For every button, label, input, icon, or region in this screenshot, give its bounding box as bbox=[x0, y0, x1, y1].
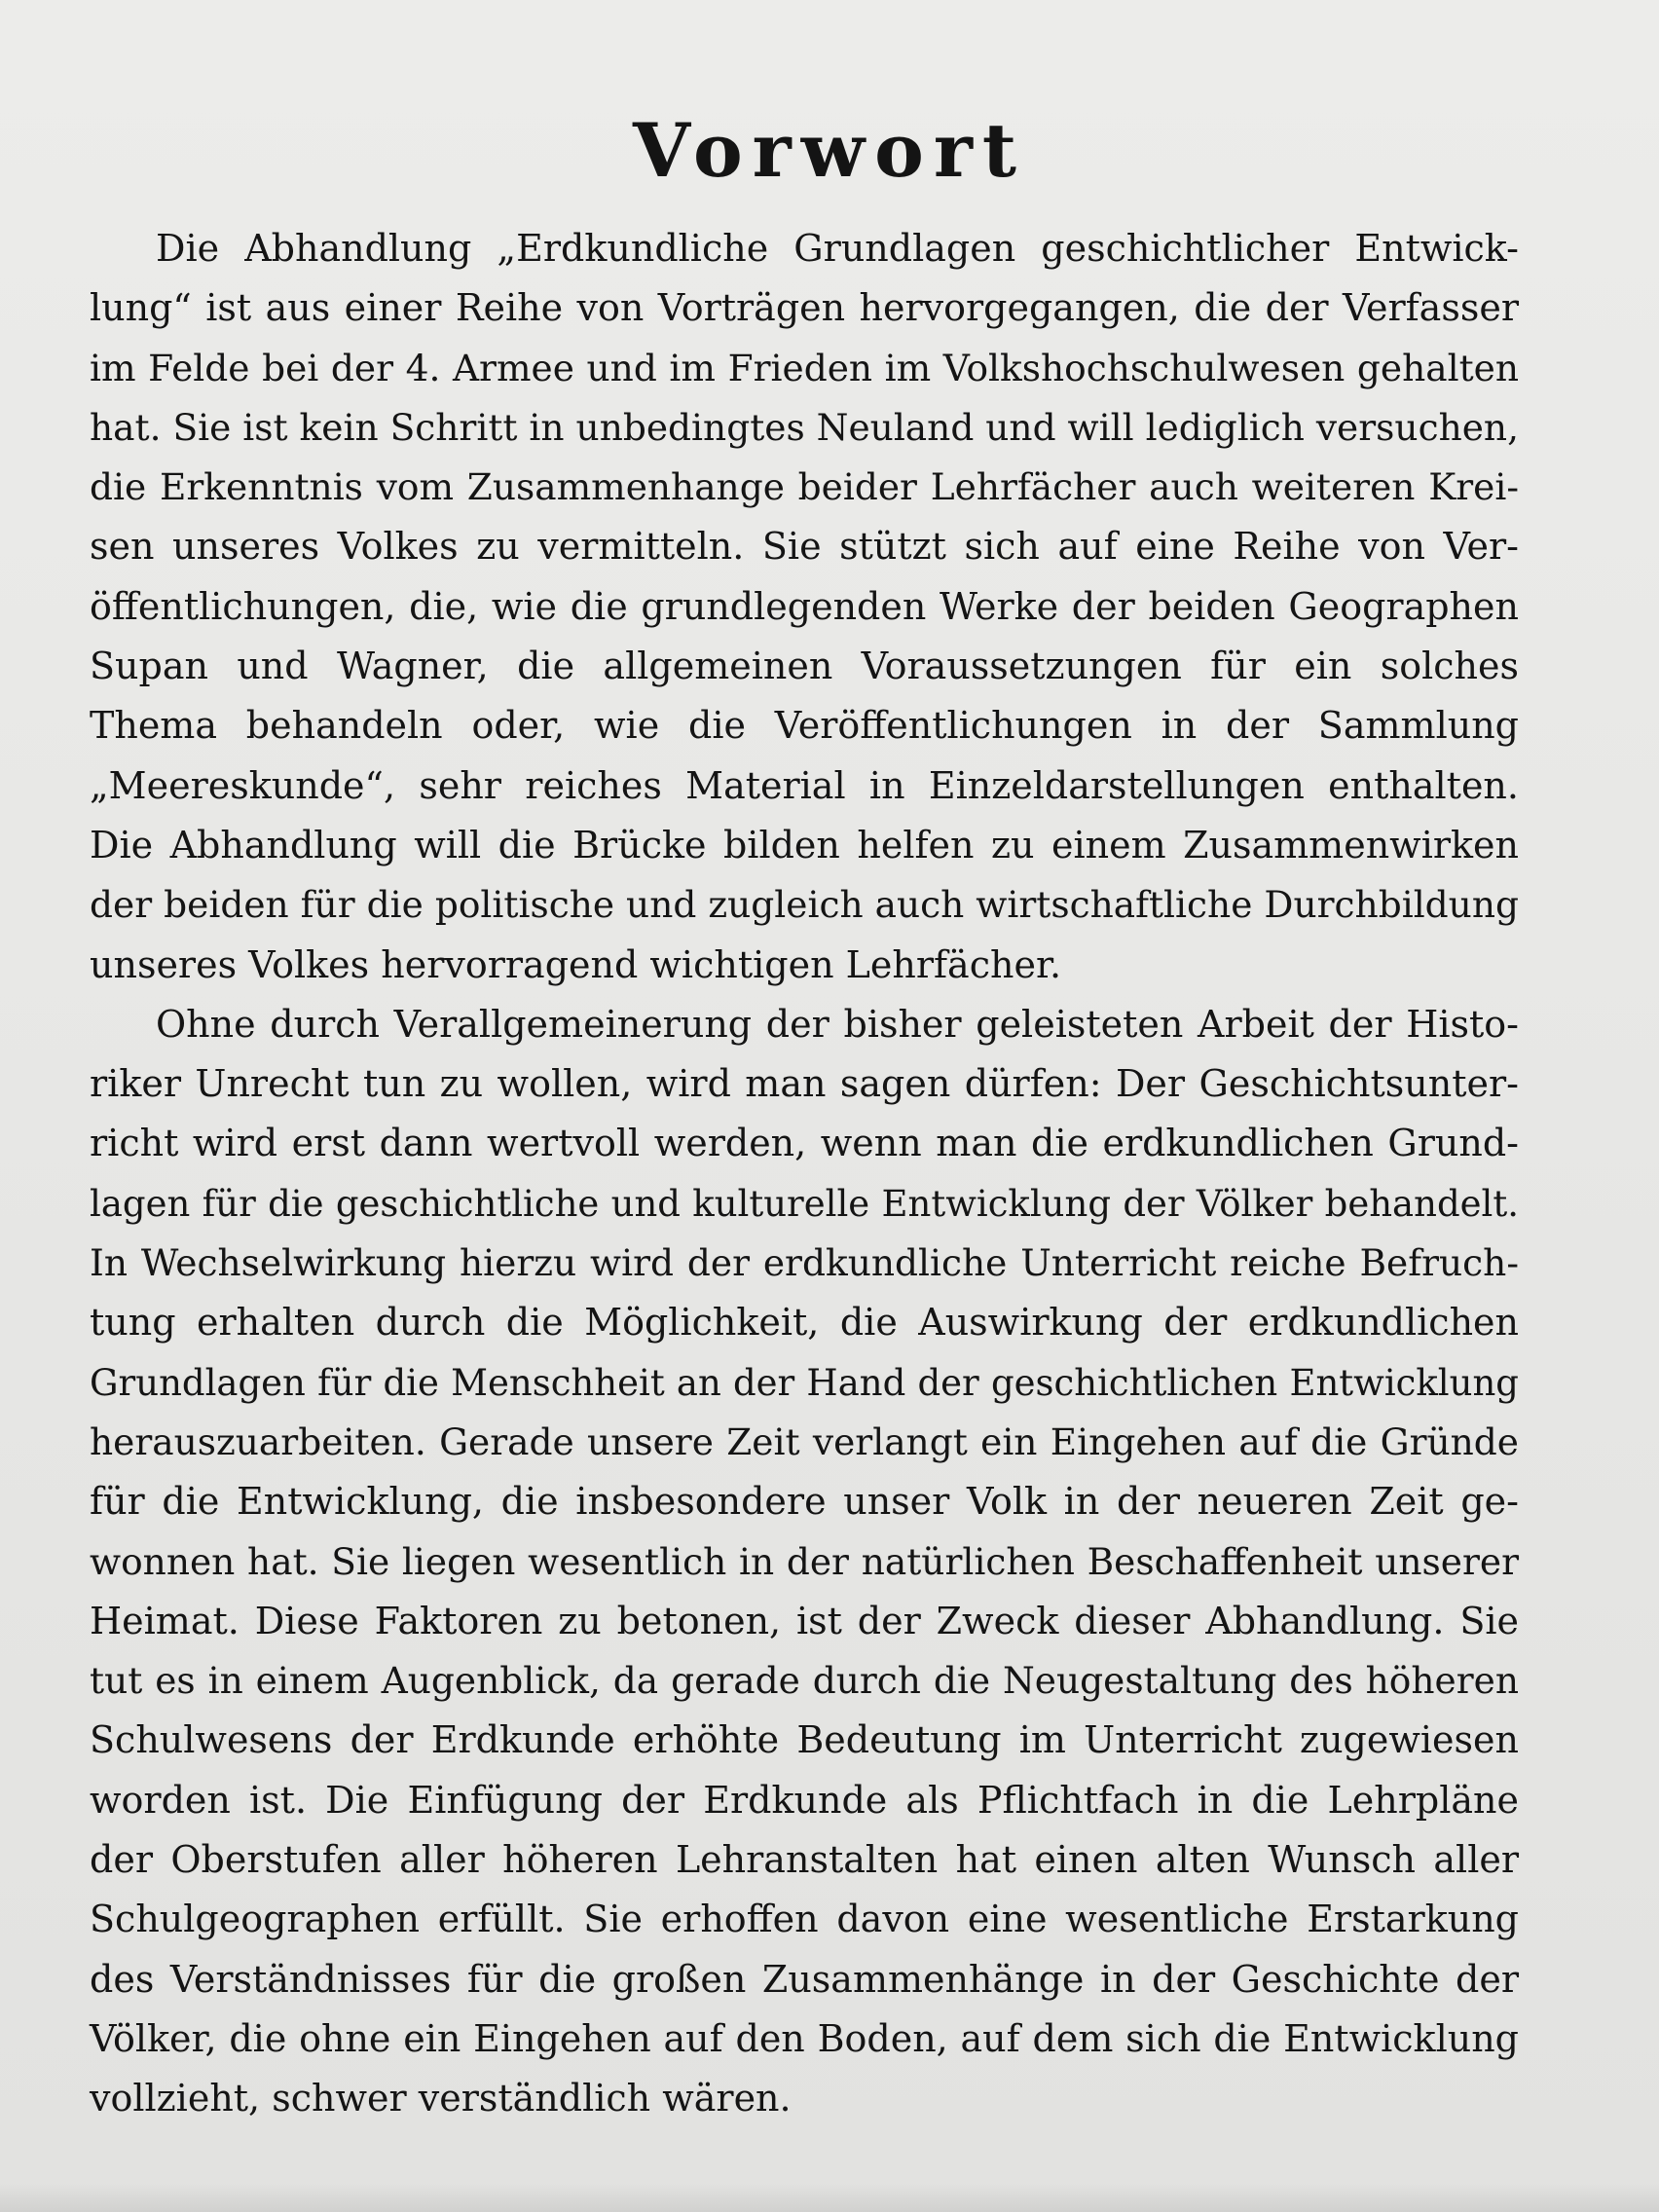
text-line: Schulwesens der Erdkunde erhöhte Bedeutung im Unterricht zugewiesen bbox=[90, 1718, 1519, 1762]
body-text bbox=[90, 219, 1519, 2129]
text-line: tut es in einem Augenblick, da gerade durch die Neugestaltung des höheren bbox=[90, 1659, 1519, 1703]
page-bottom-shadow bbox=[0, 2183, 1659, 2212]
text-line: lung“ ist aus einer Reihe von Vorträgen hervorgegangen, die der Verfasser bbox=[90, 286, 1519, 330]
text-line: Die Abhandlung will die Brücke bilden helfen zu einem Zusammenwirken bbox=[90, 823, 1519, 866]
text-line: des Verständnisses für die großen Zusammenhänge in der Geschichte der bbox=[90, 1957, 1519, 2001]
text-line: richt wird erst dann wertvoll werden, wenn man die erdkundlichen Grund- bbox=[90, 1122, 1519, 1165]
text-line: In Wechselwirkung hierzu wird der erdkundliche Unterricht reiche Befruch- bbox=[90, 1241, 1519, 1285]
text-line: Ohne durch Verallgemeinerung der bisher geleisteten Arbeit der Histo- bbox=[156, 1002, 1519, 1046]
text-line: der Oberstufen aller höheren Lehranstalten hat einen alten Wunsch aller bbox=[90, 1838, 1519, 1882]
text-line: die Erkenntnis vom Zusammenhange beider Lehrfächer auch weiteren Krei- bbox=[90, 465, 1519, 509]
text-line: unseres Volkes hervorragend wichtigen Lehrfächer. bbox=[90, 942, 1062, 986]
text-line: Supan und Wagner, die allgemeinen Voraussetzungen für ein solches bbox=[90, 645, 1519, 688]
text-line: worden ist. Die Einfügung der Erdkunde als Pflichtfach in die Lehrpläne bbox=[90, 1778, 1519, 1822]
text-line: hat. Sie ist kein Schritt in unbedingtes Neuland und will lediglich versuchen, bbox=[90, 405, 1519, 449]
text-line: Thema behandeln oder, wie die Veröffentlichungen in der Sammlung bbox=[90, 704, 1519, 748]
text-line: sen unseres Volkes zu vermitteln. Sie stützt sich auf eine Reihe von Ver- bbox=[90, 525, 1519, 569]
paragraph-1 bbox=[90, 219, 1519, 995]
text-line: Schulgeographen erfüllt. Sie erhoffen davon eine wesentliche Erstarkung bbox=[90, 1898, 1519, 1941]
text-line: wonnen hat. Sie liegen wesentlich in der natürlichen Beschaffenheit unserer bbox=[90, 1539, 1519, 1583]
text-line: Völker, die ohne ein Eingehen auf den Boden, auf dem sich die Entwicklung bbox=[90, 2016, 1519, 2060]
text-line: herauszuarbeiten. Gerade unsere Zeit verlangt ein Eingehen auf die Gründe bbox=[90, 1419, 1519, 1463]
text-line: lagen für die geschichtliche und kulturelle Entwicklung der Völker behandelt. bbox=[90, 1182, 1519, 1225]
text-line: riker Unrecht tun zu wollen, wird man sagen dürfen: Der Geschichtsunter- bbox=[90, 1062, 1519, 1106]
text-line: Grundlagen für die Menschheit an der Hand der geschichtlichen Entwicklung bbox=[90, 1361, 1519, 1404]
text-line: vollzieht, schwer verständlich wären. bbox=[90, 2077, 792, 2120]
text-line: „Meereskunde“, sehr reiches Material in Einzeldarstellungen enthalten. bbox=[90, 763, 1519, 807]
text-line: für die Entwicklung, die insbesondere unser Volk in der neueren Zeit ge- bbox=[90, 1480, 1519, 1524]
text-line: Die Abhandlung „Erdkundliche Grundlagen geschichtlicher Entwick- bbox=[156, 227, 1519, 270]
text-line: der beiden für die politische und zugleich auch wirtschaftliche Durchbildung bbox=[90, 883, 1519, 927]
text-line: im Felde bei der 4. Armee und im Frieden im Volkshochschulwesen gehalten bbox=[90, 346, 1519, 389]
text-line: Heimat. Diese Faktoren zu betonen, ist der Zweck dieser Abhandlung. Sie bbox=[90, 1599, 1519, 1642]
paragraph-2 bbox=[90, 995, 1519, 2129]
text-line: tung erhalten durch die Möglichkeit, die Auswirkung der erdkundlichen bbox=[90, 1301, 1519, 1345]
text-line: öffentlichungen, die, wie die grundlegenden Werke der beiden Geographen bbox=[90, 584, 1519, 628]
page-title: Vorwort bbox=[633, 107, 1026, 194]
